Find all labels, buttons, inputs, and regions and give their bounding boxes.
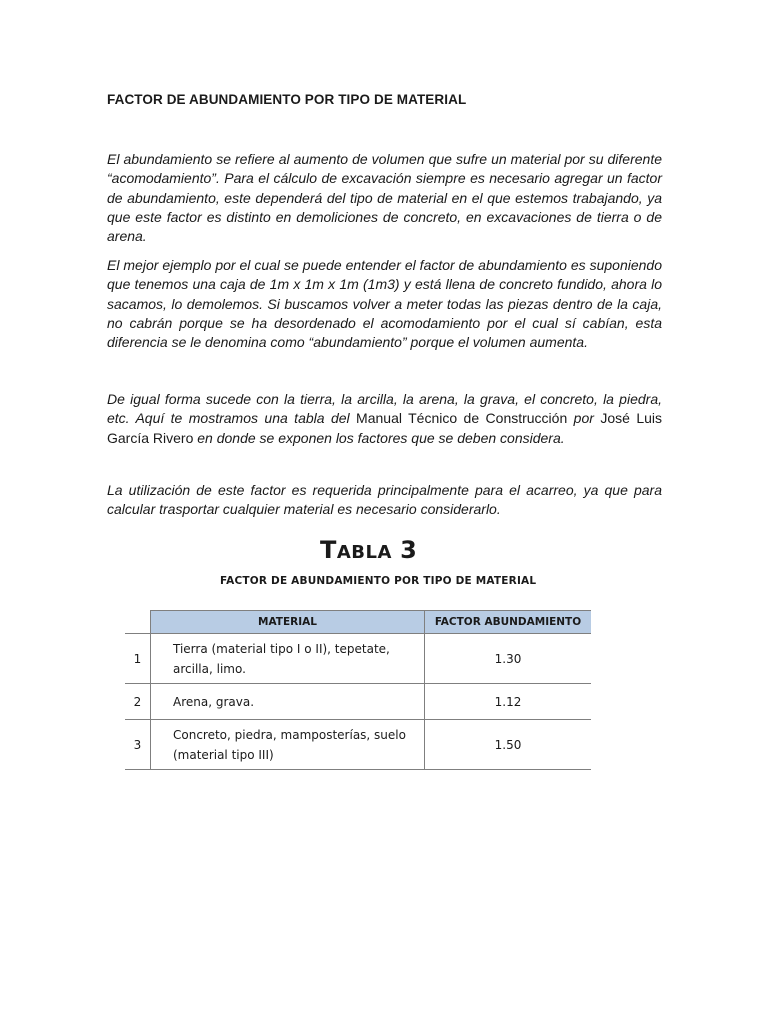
row-number: 2: [125, 684, 151, 720]
table-heading: [320, 536, 417, 564]
paragraph-source: [107, 390, 662, 448]
row-factor: 1.50: [425, 720, 592, 770]
paragraph-usage: La utilización de este factor es requerida principalmente para el acarreo, ya que para calcular trasportar cualquier material es necesario considerarlo.: [107, 482, 662, 518]
table-row: [125, 684, 591, 720]
paragraph-example: El mejor ejemplo por el cual se puede entender el factor de abundamiento es suponiendo que tenemos una caja de 1m x 1m x 1m (1m3) y está llena de concreto fundido, ahora lo sacamos, lo demolemos. Si buscamos volver a meter todas las piezas dentro de la caja, no cabrán porque se ha desordenado el acomodamiento por el cual sí cabían, esta diferencia se le denomina como “abundamiento” porque el volumen aumenta.: [107, 257, 662, 351]
row-material: [151, 684, 425, 720]
row-number: 3: [125, 720, 151, 770]
table-heading-number: 3: [400, 536, 418, 564]
table-row: [125, 720, 591, 770]
source-author: José Luis García Rivero: [107, 410, 662, 446]
row-number: 1: [125, 634, 151, 684]
row-material-line: arcilla, limo.: [173, 661, 246, 676]
header-number: [125, 611, 151, 634]
source-manual-title: Manual Técnico de Construcción: [356, 410, 574, 427]
header-factor: FACTOR ABUNDAMIENTO: [425, 611, 592, 634]
factor-table: [125, 610, 591, 770]
paragraph-source-text-1: De igual forma sucede con la tierra, la arcilla, la arena, la grava, el concreto, la piedra, etc. Aquí te mostramos una tabla del: [107, 391, 662, 427]
page-title: FACTOR DE ABUNDAMIENTO POR TIPO DE MATERIAL: [107, 92, 467, 107]
paragraph-source-text-2: por: [573, 410, 601, 427]
table-heading-word: ABLA: [336, 542, 392, 563]
row-material: [151, 720, 425, 770]
row-material: [151, 634, 425, 684]
row-material-line: Arena, grava.: [173, 694, 255, 709]
table-row: [125, 634, 591, 684]
header-material: MATERIAL: [151, 611, 425, 634]
table-header-row: [125, 611, 591, 634]
row-factor: 1.12: [425, 684, 592, 720]
row-material-line: (material tipo III): [173, 747, 274, 762]
table-heading-initial: T: [320, 536, 337, 564]
paragraph-definition: El abundamiento se refiere al aumento de volumen que sufre un material por su diferente “acomodamiento”. Para el cálculo de excavación siempre es necesario agregar un factor de abundamiento, este dependerá del tipo de material en el que estemos trabajando, ya que este factor es distinto en demoliciones de concreto, en excavaciones de tierra o de arena.: [107, 151, 662, 245]
table-subheading: FACTOR DE ABUNDAMIENTO POR TIPO DE MATERIAL: [220, 575, 537, 587]
paragraph-source-text-3: en donde se exponen los factores que se deben considera.: [193, 429, 565, 446]
row-material-line: Tierra (material tipo I o II), tepetate,: [173, 641, 390, 656]
row-material-line: Concreto, piedra, mamposterías, suelo: [173, 727, 406, 742]
row-factor: 1.30: [425, 634, 592, 684]
